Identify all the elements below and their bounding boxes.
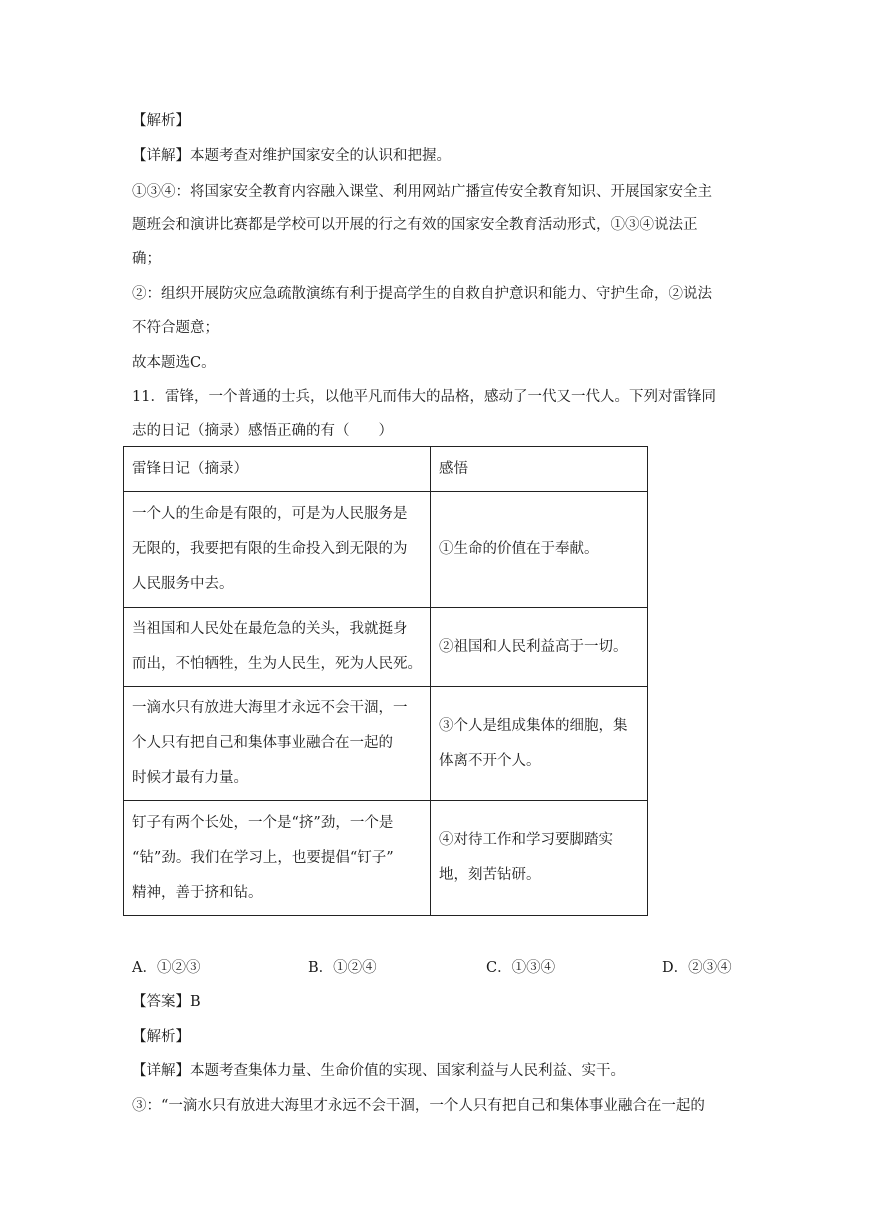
- analysis-heading: 【解析】: [132, 1029, 190, 1045]
- insight-cell: ③个人是组成集体的细胞，集 体离不开个人。: [431, 687, 648, 801]
- answer-line: 【答案】B: [132, 994, 201, 1010]
- diary-cell: 钉子有两个长处，一个是“挤”劲，一个是 “钻”劲。我们在学习上，也要提倡“钉子” 精神，善于挤和钻。: [124, 801, 431, 916]
- insight-cell: ①生命的价值在于奉献。: [431, 492, 648, 608]
- detail-paragraph-line: ②：组织开展防灾应急疏散演练有利于提高学生的自救自护意识和能力、守护生命，②说法: [132, 286, 712, 302]
- table-row: [124, 801, 648, 916]
- detail-paragraph-line: 题班会和演讲比赛都是学校可以开展的行之有效的国家安全教育活动形式，①③④说法正: [132, 217, 698, 233]
- table-row: [124, 608, 648, 687]
- detail-paragraph-line: ①③④：将国家安全教育内容融入课堂、利用网站广播宣传安全教育知识、开展国家安全主: [132, 184, 712, 200]
- option-c: C．①③④: [486, 960, 556, 976]
- detail-intro: 【详解】本题考查对维护国家安全的认识和把握。: [132, 148, 451, 164]
- table-row: [124, 687, 648, 801]
- diary-table: [123, 446, 648, 916]
- insight-cell: ②祖国和人民利益高于一切。: [431, 608, 648, 687]
- detail-paragraph-line: 确；: [132, 251, 161, 267]
- header-cell-diary: 雷锋日记（摘录）: [124, 447, 431, 492]
- table-row: [124, 492, 648, 608]
- analysis-heading: 【解析】: [132, 113, 190, 129]
- option-d: D．②③④: [662, 960, 732, 976]
- option-a: A．①②③: [132, 960, 201, 976]
- conclusion-line: 故本题选C。: [132, 355, 216, 371]
- question-stem-line: 11．雷锋，一个普通的士兵，以他平凡而伟大的品格，感动了一代又一代人。下列对雷锋同: [132, 389, 716, 405]
- option-b: B．①②④: [308, 960, 377, 976]
- table-header-row: [124, 447, 648, 492]
- insight-cell: ④对待工作和学习要脚踏实 地，刻苦钻研。: [431, 801, 648, 916]
- header-cell-insight: 感悟: [431, 447, 648, 492]
- detail-paragraph-line: ③：“一滴水只有放进大海里才永远不会干涸，一个人只有把自己和集体事业融合在一起的: [132, 1098, 705, 1114]
- detail-paragraph-line: 不符合题意；: [132, 320, 219, 336]
- diary-cell: 一个人的生命是有限的，可是为人民服务是 无限的，我要把有限的生命投入到无限的为 人民服务中去。: [124, 492, 431, 608]
- diary-cell: 一滴水只有放进大海里才永远不会干涸，一 个人只有把自己和集体事业融合在一起的 时候才最有力量。: [124, 687, 431, 801]
- question-stem-line: 志的日记（摘录）感悟正确的有（ ）: [132, 423, 393, 439]
- diary-cell: 当祖国和人民处在最危急的关头，我就挺身 而出，不怕牺牲，生为人民生，死为人民死。: [124, 608, 431, 687]
- detail-intro: 【详解】本题考查集体力量、生命价值的实现、国家利益与人民利益、实干。: [132, 1063, 625, 1079]
